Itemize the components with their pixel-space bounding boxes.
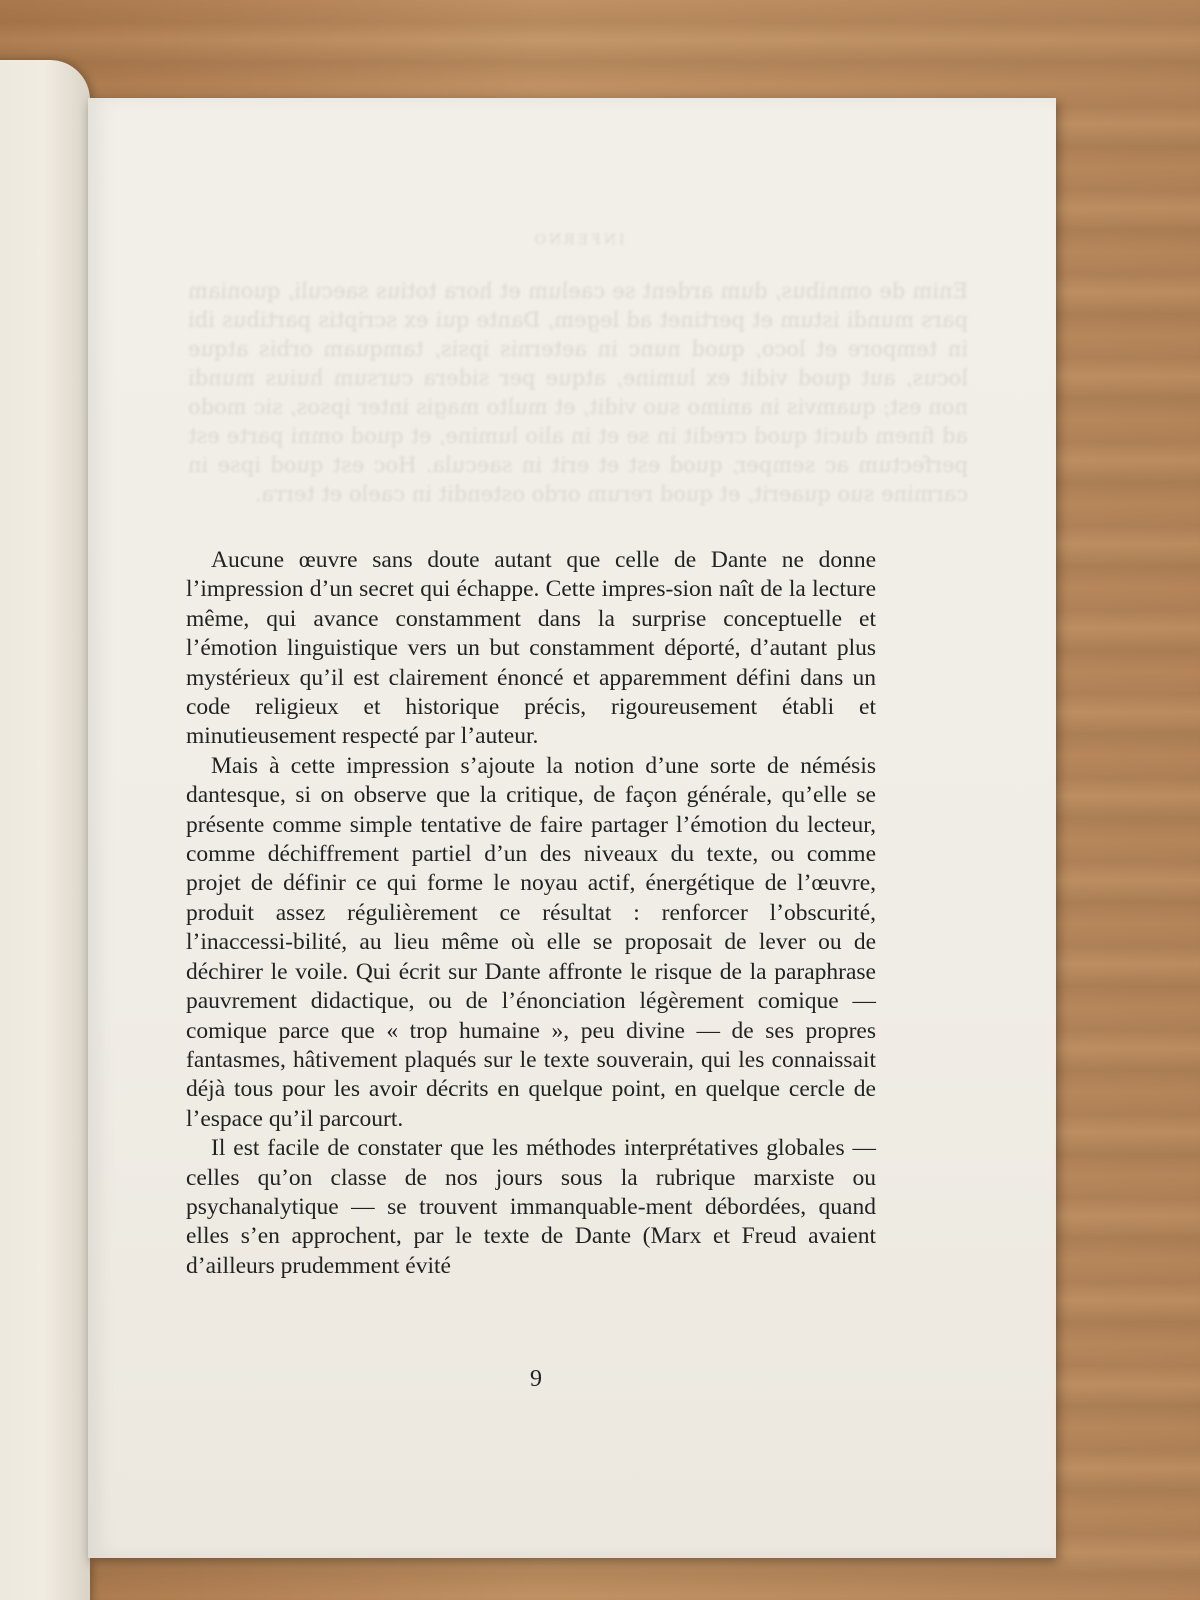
page-number: 9 xyxy=(530,1366,542,1392)
paragraph: Aucune œuvre sans doute autant que celle de Dante ne donne l’impression d’un secret qui échappe. Cette impres-sion naît de la lecture même, qui avance constamment dans la surprise conceptuelle et l’émotion linguistique vers un but constamment déporté, d’autant plus mystérieux qu’il est clairement énoncé et apparemment défini dans un code religieux et historique précis, rigoureusement établi et minutieusement respecté par l’auteur. xyxy=(186,547,876,750)
paragraph: Mais à cette impression s’ajoute la notion d’une sorte de némésis dantesque, si on observe que la critique, de façon générale, qu’elle se présente comme simple tentative de faire partager l’émotion du lecteur, comme déchiffrement partiel d’un des niveaux du texte, ou comme projet de définir ce qui forme le noyau actif, énergétique de l’œuvre, produit assez régulièrement ce résultat : renforcer l’obscurité, l’inaccessi-bilité, au lieu même où elle se proposait de lever ou de déchirer le voile. Qui écrit sur Dante affronte le risque de la paraphrase pauvrement didactique, ou de l’énonciation légèrement comique — comique parce que « trop humaine », peu divine — de ses propres fantasmes, hâtivement plaqués sur le texte souverain, qui les connaissait déjà tous pour les avoir décrits en quelque point, en quelque cercle de l’espace qu’il parcourt. xyxy=(186,752,876,1132)
body-text xyxy=(186,546,876,1281)
facing-page-edge xyxy=(0,60,90,1600)
book-page xyxy=(88,98,1056,1558)
paragraph: Il est facile de constater que les méthodes interprétatives globales — celles qu’on classe de nos jours sous la rubrique marxiste ou psychanalytique — se trouvent immanquable-ment débordées, quand elles s’en approchent, par le texte de Dante (Marx et Freud avaient d’ailleurs prudemment évité xyxy=(186,1135,876,1279)
show-through-text: INFERNO Enim de omnibus, dum ardent se caelum et hora totius saeculi, quoniam pars mundi istum et pertinet ad legem, Dante qui ex scriptis partibus ibi in tempore et loco, quod nunc in aeternis ipsis, tamquam orbis atque locus, aut quod vidit ex lumine, atque per sidera cursum huius mundi non est; quamvis in animo suo vidit, et multo magis inter ipsos, sic modo ad finem ducit quod credit in se et in alio lumine, et quod omni parte est perfectum ac semper, quod est et erit in saecula. Hoc est quod ipse in carmine suo quaerit, et quod rerum ordo ostendit in caelo et terra. xyxy=(188,232,968,506)
